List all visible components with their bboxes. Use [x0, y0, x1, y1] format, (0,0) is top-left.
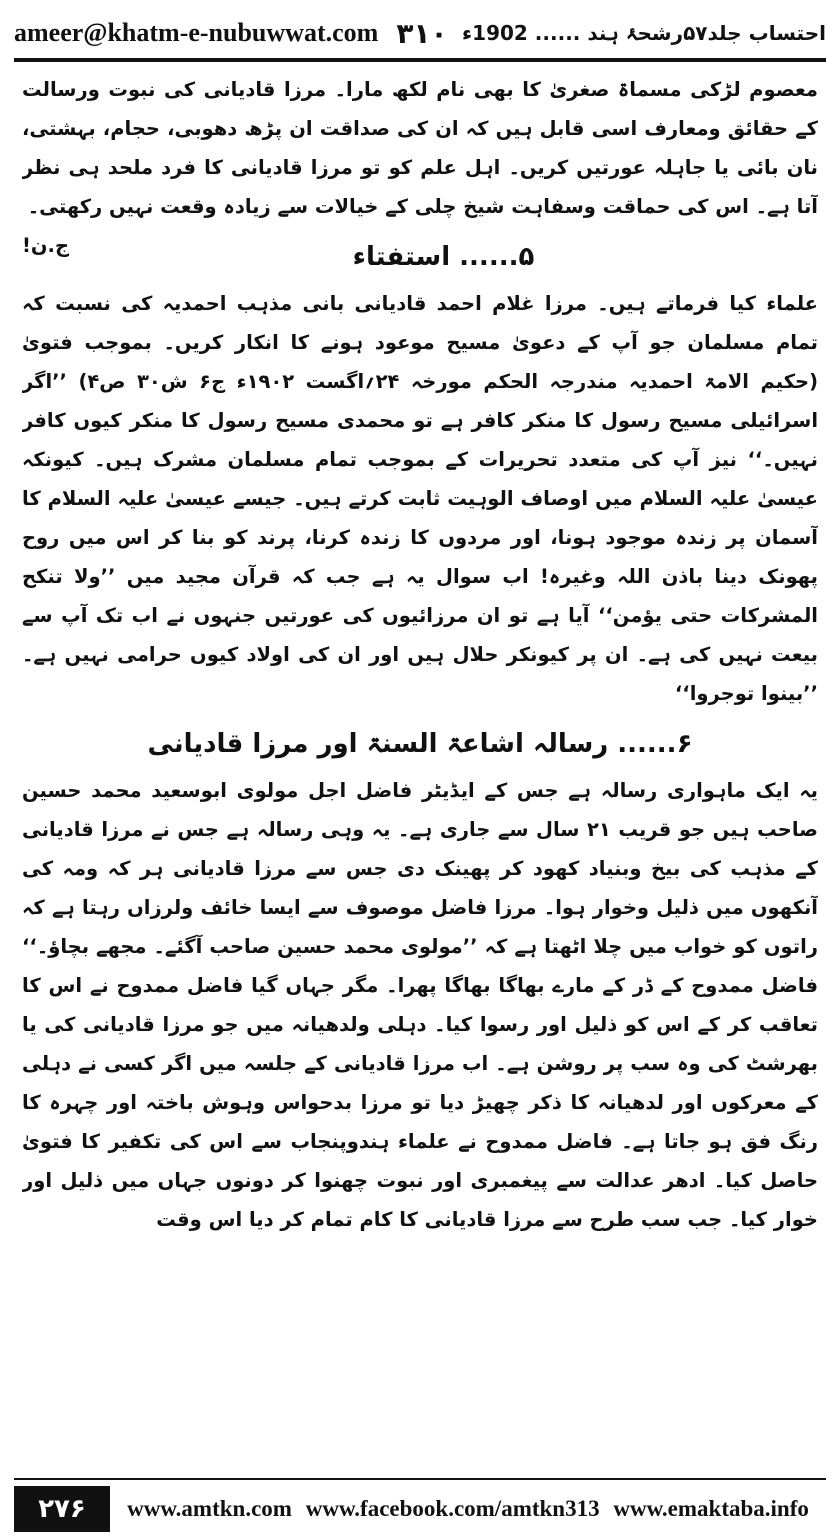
header-left — [14, 17, 448, 50]
footer-page-number: ۲۷۶ — [14, 1486, 110, 1532]
footer-rule — [14, 1478, 826, 1480]
section6-paragraph: یہ ایک ماہواری رسالہ ہے جس کے ایڈیٹر فاضل اجل مولوی ابوسعید محمد حسین صاحب ہیں جو قریب ۲۱ سال سے جاری ہے۔ یہ وہی رسالہ ہے جس نے مرزا قادیانی کے مذہب کی بیخ وبنیاد کھود کر پھینک دی جس سے مرزا قادیانی ہر کہ ومہ کی آنکھوں میں ذلیل وخوار ہوا۔ مرزا فاضل موصوف سے ایسا خائف ولرزاں رہتا ہے کہ راتوں کو خواب میں چلا اٹھتا ہے کہ ’’مولوی محمد حسین صاحب آگئے۔ مجھے بچاؤ۔‘‘ فاضل ممدوح کے ڈر کے مارے بھاگا بھاگا پھرا۔ مگر جہاں گیا فاضل ممدوح نے اس کا تعاقب کر کے اس کو ذلیل اور رسوا کیا۔ دہلی ولدھیانہ میں جو مرزا قادیانی کی یا بھرشٹ کی وہ سب پر روشن ہے۔ اب مرزا قادیانی کے جلسہ میں اگر کسی نے دہلی کے معرکوں اور لدھیانہ کا ذکر چھیڑ دیا تو مرزا بدحواس وہوش باختہ اور چہرہ کا رنگ فق ہو جاتا ہے۔ فاضل ممدوح نے علماء ہندوپنجاب سے اس کی تکفیر کا فتویٰ حاصل کیا۔ ادھر عدالت سے پیغمبری اور نبوت چھنوا کر دونوں جہاں میں ذلیل اور خوار کیا۔ جب سب طرح سے مرزا قادیانی کا کام تمام کر دیا اس وقت — [22, 779, 818, 1231]
section6-heading: ۶...... رسالہ اشاعۃ السنۃ اور مرزا قادیانی — [147, 729, 693, 759]
section5-paragraph — [22, 284, 818, 713]
page-content — [22, 70, 818, 1458]
header-book-title: احتساب جلد۵۷رشحۂ ہند ...... 1902ء — [461, 21, 826, 45]
page-header — [14, 10, 826, 56]
page-footer — [14, 1484, 826, 1534]
section5-closing-quote: ’’بینوا توجروا‘‘ — [674, 682, 818, 705]
header-rule — [14, 58, 826, 62]
header-page-number: ۳۱۰ — [396, 16, 448, 50]
intro-text: معصوم لڑکی مسماۃ صغریٰ کا بھی نام لکھ مارا۔ مرزا قادیانی کی نبوت ورسالت کے حقائق ومعارف اسی قابل ہیں کہ ان کی صداقت ان پڑھ دھوبی، حجام، بہشتی، نان بائی یا جاہلہ عورتیں کریں۔ اہل علم کو تو مرزا قادیانی کا فرد ملحد ہی نظر آتا ہے۔ اس کی حماقت وسفاہت شیخ چلی کے خیالات سے زیادہ وقعت نہیں رکھتی۔ — [22, 78, 818, 218]
header-email: ameer@khatm-e-nubuwwat.com — [14, 18, 379, 47]
footer-link-emaktaba[interactable]: www.emaktaba.info — [613, 1496, 809, 1521]
section5-text: علماء کیا فرماتے ہیں۔ مرزا غلام احمد قادیانی بانی مذہب احمدیہ کی نسبت کہ تمام مسلمان جو آپ کے دعویٰ مسیح موعود ہونے کا انکار کریں۔ بموجب فتویٰ (حکیم الامۃ احمدیہ مندرجہ الحکم مورخہ ۲۴؍اگست ۱۹۰۲ء ج۶ ش۳۰ ص۴) ’’اگر اسرائیلی مسیح رسول کا منکر کافر ہے تو محمدی مسیح رسول کا منکر کیوں کافر نہیں۔‘‘ نیز آپ کی متعدد تحریرات کے بموجب تمام مسلمان مشرک ہیں۔ کیونکہ عیسیٰ علیہ السلام میں اوصاف الوہیت ثابت کرتے ہیں۔ جیسے عیسیٰ علیہ السلام کا آسمان پر زندہ موجود ہونا، اور مردوں کا زندہ کرنا، پرند کو بنا کر اس میں روح پھونک دینا باذن اللہ وغیرہ! اب سوال یہ ہے جب کہ قرآن مجید میں ’’ولا تنکح المشرکات حتی یؤمن‘‘ آیا ہے تو ان مرزائیوں کی عورتیں جنہوں نے اب تک آپ سے بیعت نہیں کی ہے۔ ان پر کیونکر حلال ہیں اور ان کی اولاد کیوں حرامی نہیں ہے۔ — [22, 292, 818, 666]
footer-link-facebook[interactable]: www.facebook.com/amtkn313 — [305, 1496, 600, 1521]
intro-signature: ج.ن! — [22, 234, 69, 257]
section5-heading: ۵...... استفتاء — [352, 242, 535, 272]
footer-links — [110, 1496, 826, 1522]
footer-link-amtkn[interactable]: www.amtkn.com — [127, 1496, 292, 1521]
